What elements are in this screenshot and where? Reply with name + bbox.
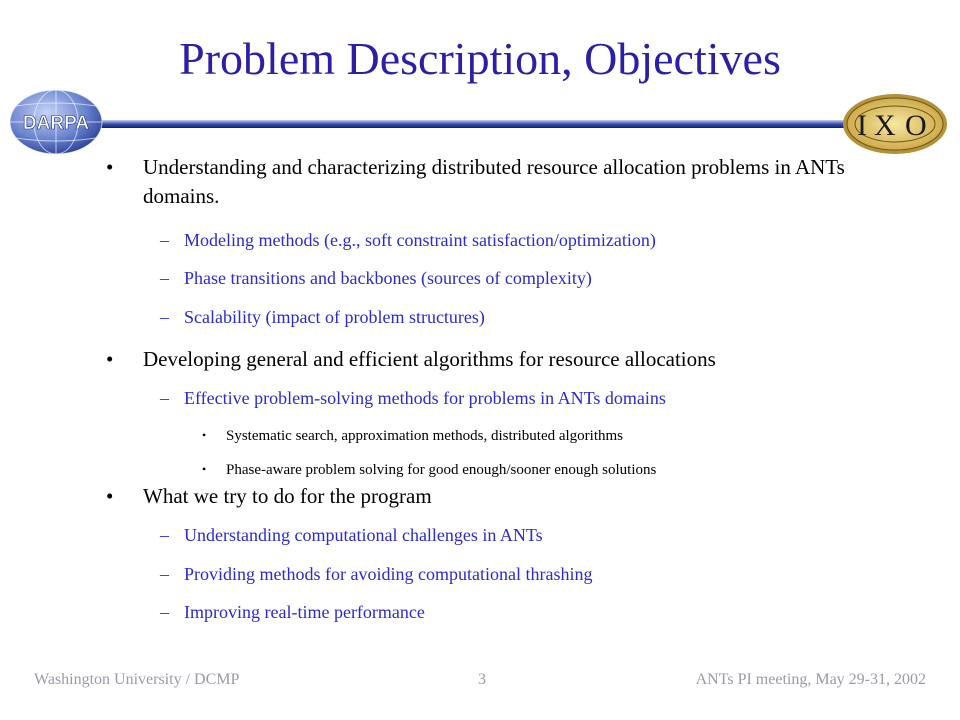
sub-bullet-item [160, 524, 543, 546]
darpa-logo-text: DARPA [22, 113, 90, 134]
sub-bullet-item [160, 387, 666, 409]
dash-icon: – [160, 602, 169, 622]
darpa-logo [10, 90, 102, 154]
bullet-text: Understanding and characterizing distributed resource allocation problems in ANTs domains. [143, 155, 845, 208]
sub-bullet-item [160, 563, 592, 585]
ixo-logo [843, 94, 947, 154]
page-title: Problem Description, Objectives [179, 33, 781, 84]
svg-text:I: I [857, 109, 867, 142]
sub-bullet-item [160, 229, 656, 251]
sub-bullet-item [160, 267, 592, 289]
bullet-item [106, 482, 896, 511]
bullet-icon: • [106, 484, 114, 508]
svg-text:O: O [905, 109, 927, 142]
sub-bullet-text: Providing methods for avoiding computational thrashing [184, 564, 593, 584]
dash-icon: – [160, 268, 169, 288]
sub-bullet-item [160, 306, 485, 328]
sub-bullet-text: Modeling methods (e.g., soft constraint satisfaction/optimization) [184, 230, 656, 250]
bullet-icon: • [106, 155, 114, 179]
footer-right: ANTs PI meeting, May 29-31, 2002 [695, 671, 926, 688]
sub-sub-bullet-item [202, 459, 656, 480]
sub-bullet-text: Improving real-time performance [184, 602, 425, 622]
dash-icon: – [160, 307, 169, 327]
dash-icon: – [160, 525, 169, 545]
sub-bullet-text: Effective problem-solving methods for problems in ANTs domains [184, 388, 666, 408]
sub-bullet-text: Understanding computational challenges in ANTs [184, 525, 543, 545]
sub-bullet-text: Phase transitions and backbones (sources of complexity) [184, 268, 592, 288]
bullet-icon: • [106, 347, 114, 371]
bullet-text: What we try to do for the program [143, 484, 432, 508]
dash-icon: – [160, 230, 169, 250]
bullet-item [106, 153, 896, 211]
svg-text:X: X [874, 109, 896, 142]
bullet-icon: • [202, 428, 207, 442]
sub-sub-bullet-text: Phase-aware problem solving for good enough/sooner enough solutions [226, 462, 657, 478]
sub-sub-bullet-text: Systematic search, approximation methods, distributed algorithms [226, 428, 624, 444]
sub-sub-bullet-item [202, 425, 623, 446]
footer-left: Washington University / DCMP [34, 671, 240, 688]
sub-bullet-item [160, 601, 425, 623]
sub-bullet-text: Scalability (impact of problem structures) [184, 307, 485, 327]
dash-icon: – [160, 388, 169, 408]
bullet-icon: • [202, 462, 207, 476]
header-rule [100, 120, 860, 128]
bullet-item [106, 345, 896, 374]
dash-icon: – [160, 564, 169, 584]
footer-page-number: 3 [478, 671, 486, 688]
bullet-text: Developing general and efficient algorithms for resource allocations [143, 347, 716, 371]
